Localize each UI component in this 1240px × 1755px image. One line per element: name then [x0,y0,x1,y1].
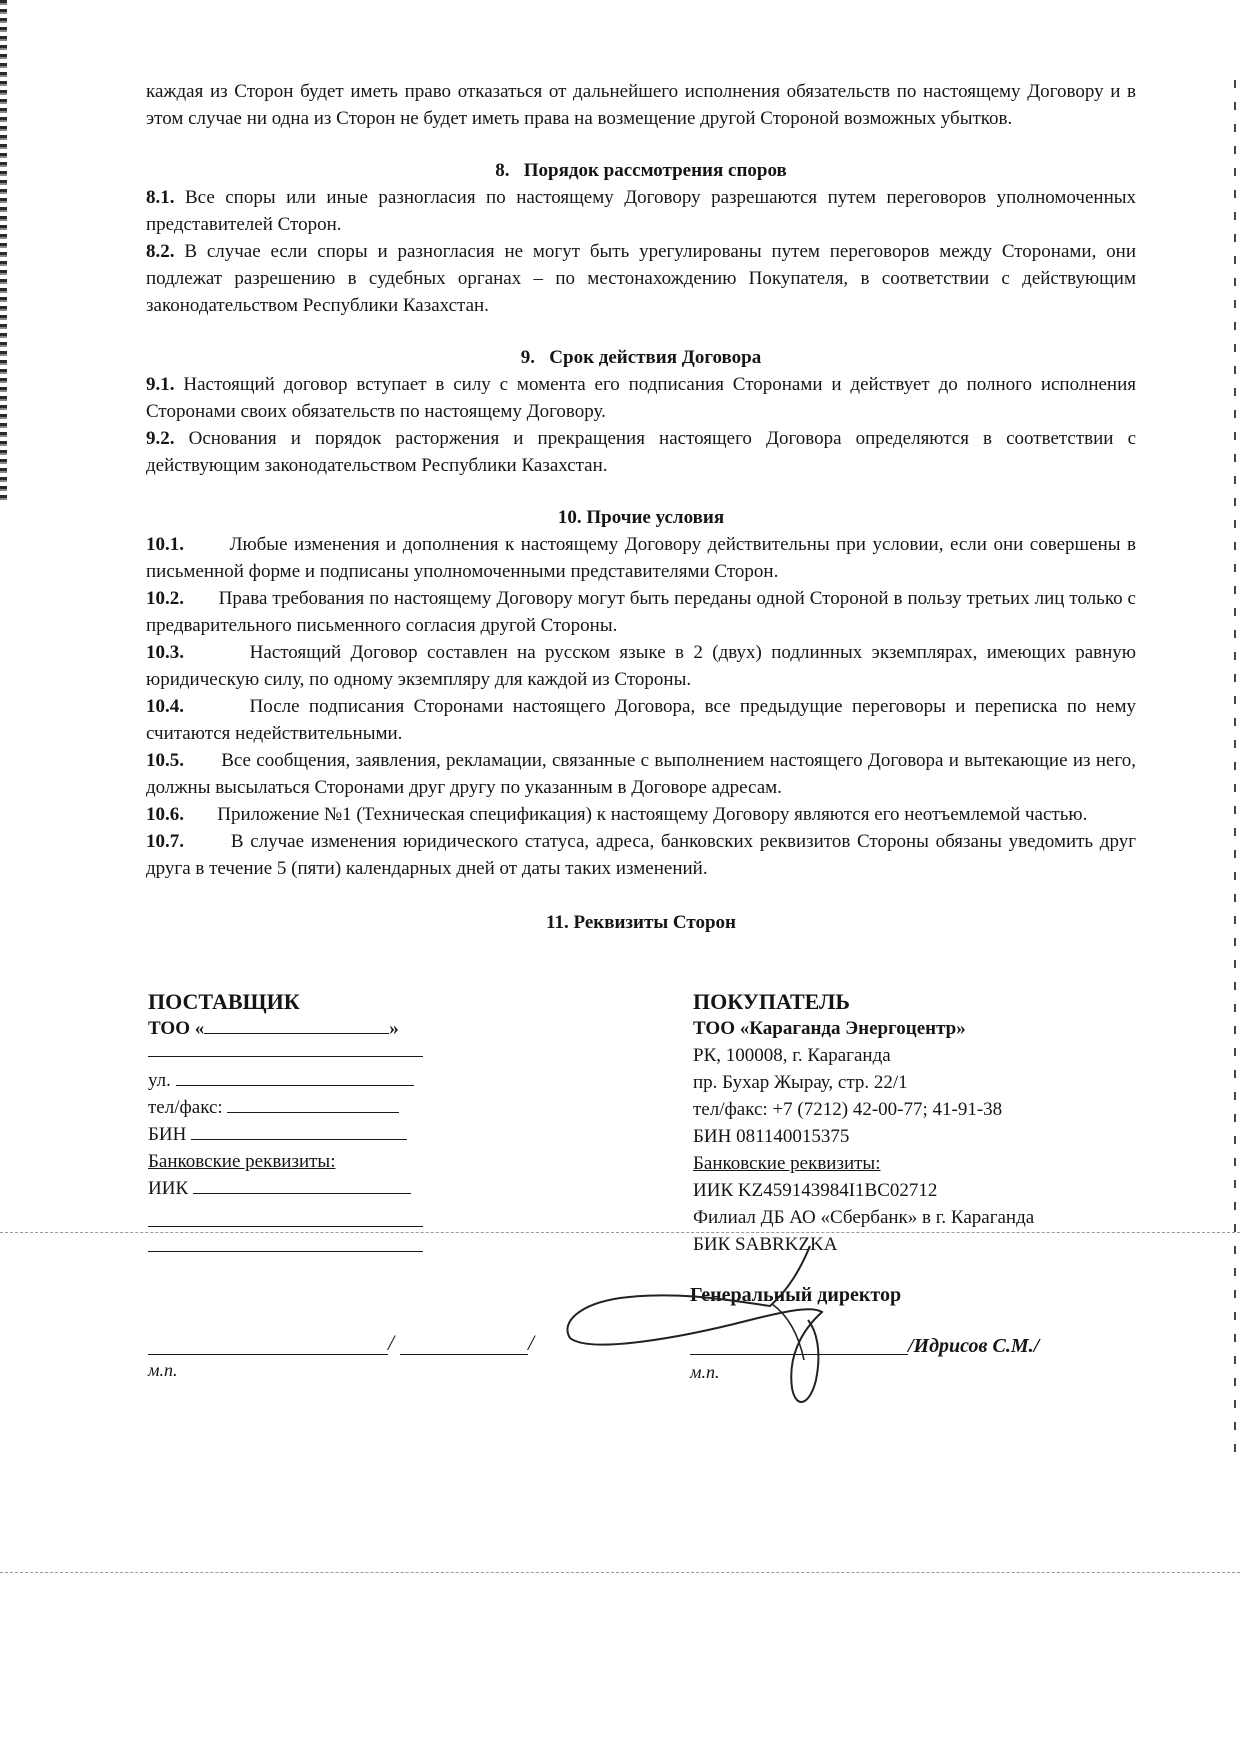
supplier-blank-line [148,1042,423,1057]
clause-number: 10.5. [146,750,184,771]
clause-number: 9.2. [146,428,175,449]
supplier-phone-line [148,1094,448,1121]
supplier-bin-line [148,1121,448,1148]
buyer-iik: ИИК KZ459143984I1BC02712 [693,1180,938,1201]
section-10-items [146,531,1136,882]
handwritten-signature [560,1240,890,1410]
buyer-bik: БИК SABRKZKA [693,1234,838,1255]
buyer-address-2: пр. Бухар Жырау, стр. 22/1 [693,1072,908,1093]
supplier-phone-label: тел/факс: [148,1097,223,1118]
contract-body [146,78,1136,934]
clause-number: 10.1. [146,534,184,555]
supplier-iik-label: ИИК [148,1178,189,1199]
buyer-bank-label: Банковские реквизиты: [693,1153,881,1174]
clause-number: 10.3. [146,642,184,663]
buyer-position: Генеральный директор [690,1284,902,1306]
buyer-signatory-name: /Идрисов С.М./ [908,1335,1040,1357]
buyer-stamp-place: м.п. [690,1362,720,1382]
supplier-name-slash: / [528,1330,535,1355]
supplier-bin-blank [191,1123,407,1140]
clause-9-1 [146,371,1136,425]
clause-10-4 [146,693,1136,747]
scan-dash-line [0,1572,1240,1573]
buyer-address-1: РК, 100008, г. Караганда [693,1045,891,1066]
section-11-title: 11. Реквизиты Сторон [546,912,736,933]
clause-number: 10.7. [146,831,184,852]
supplier-bank-label: Банковские реквизиты: [148,1151,336,1172]
supplier-street-line [148,1067,448,1094]
supplier-street-blank [176,1069,414,1086]
supplier-street-label: ул. [148,1070,171,1091]
clause-8-2 [146,238,1136,319]
clause-number: 10.4. [146,696,184,717]
clause-text: Приложение №1 (Техническая спецификация) к настоящему Договору являются его неотъемлемой частью. [217,804,1088,825]
section-9-title: 9. Срок действия Договора [520,347,762,368]
section-8-title: 8. Порядок рассмотрения споров [495,160,787,181]
clause-10-3 [146,639,1136,693]
clause-10-7 [146,828,1136,882]
clause-text: Основания и порядок расторжения и прекращения настоящего Договора определяются в соответствии с действующим законодательством Республики Казахстан. [146,428,1136,476]
clause-text: Все споры или иные разногласия по настоящему Договору разрешаются путем переговоров уполномоченных представителей Сторон. [146,187,1137,235]
buyer-details [693,988,1163,1258]
clause-10-2 [146,585,1136,639]
clause-text: После подписания Сторонами настоящего Договора, все предыдущие переговоры и переписка по нему считаются недействительными. [146,696,1137,744]
clause-text: В случае изменения юридического статуса, адреса, банковских реквизитов Стороны обязаны уведомить друг друга в течение 5 (пяти) календарных дней от даты таких изменений. [146,831,1137,879]
supplier-iik-blank [193,1177,411,1194]
clause-text: Права требования по настоящему Договору могут быть переданы одной Стороной в пользу третьих лиц только с предварительного письменного согласия другой Стороны. [146,588,1136,636]
supplier-company-blank [204,1017,389,1034]
continuation-paragraph: каждая из Сторон будет иметь право отказаться от дальнейшего исполнения обязательств по настоящему Договору и в этом случае ни одна из Сторон не будет иметь права на возмещение другой Стороной возможных убытков. [146,81,1136,129]
supplier-stamp-place: м.п. [148,1360,178,1380]
supplier-phone-blank [227,1096,399,1113]
clause-10-5 [146,747,1136,801]
buyer-signature-line [690,1354,908,1355]
supplier-too-close: » [389,1018,399,1039]
clause-text: В случае если споры и разногласия не могут быть урегулированы путем переговоров между Сторонами, они подлежат разрешению в судебных органах – по местонахождению Покупателя, в соответствии с действующим законодательством Республики Казахстан. [146,241,1137,316]
supplier-signature-line [148,1354,388,1355]
supplier-details [148,988,448,1252]
supplier-blank-line [148,1202,423,1227]
supplier-heading: ПОСТАВЩИК [148,989,300,1014]
buyer-bin: БИН 081140015375 [693,1126,850,1147]
buyer-branch: Филиал ДБ АО «Сбербанк» в г. Караганда [693,1207,1035,1228]
supplier-company-line [148,1015,448,1042]
clause-9-2 [146,425,1136,479]
supplier-too-open: ТОО « [148,1018,205,1039]
supplier-iik-line [148,1175,448,1202]
clause-text: Настоящий Договор составлен на русском языке в 2 (двух) подлинных экземплярах, имеющих равную юридическую силу, по одному экземпляру для каждой из Стороны. [146,642,1136,690]
clause-number: 8.2. [146,241,175,262]
clause-number: 10.6. [146,804,184,825]
clause-number: 9.1. [146,374,175,395]
supplier-blank-line [148,1227,423,1252]
clause-10-1 [146,531,1136,585]
buyer-company: ТОО «Караганда Энергоцентр» [693,1018,966,1039]
buyer-phone: тел/факс: +7 (7212) 42-00-77; 41-91-38 [693,1099,1003,1120]
clause-text: Настоящий договор вступает в силу с момента его подписания Сторонами и действует до полного исполнения Сторонами своих обязательств по настоящему Договору. [146,374,1137,422]
scan-edge-artifact-right [1234,80,1236,1460]
clause-8-1 [146,184,1136,238]
buyer-heading: ПОКУПАТЕЛЬ [693,989,850,1014]
clause-10-6 [146,801,1136,828]
clause-text: Любые изменения и дополнения к настоящему Договору действительны при условии, если они совершены в письменной форме и подписаны уполномоченными представителями Сторон. [146,534,1136,582]
supplier-signature-slash: / [388,1330,395,1355]
clause-text: Все сообщения, заявления, рекламации, связанные с выполнением настоящего Договора и вытекающие из него, должны высылаться Сторонами друг другу по указанным в Договоре адресам. [146,750,1137,798]
section-10-title: 10. Прочие условия [557,507,725,528]
clause-number: 10.2. [146,588,184,609]
scan-edge-artifact [0,0,7,500]
clause-number: 8.1. [146,187,175,208]
supplier-bin-label: БИН [148,1124,187,1145]
supplier-name-line [400,1354,528,1355]
